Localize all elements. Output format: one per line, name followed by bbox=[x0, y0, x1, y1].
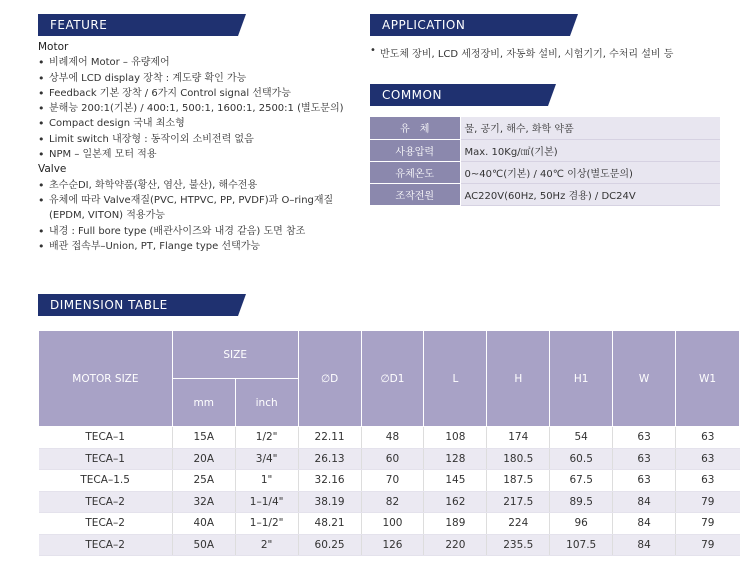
table-cell: 84 bbox=[613, 534, 676, 556]
table-cell: 84 bbox=[613, 491, 676, 513]
table-cell: 15A bbox=[172, 427, 235, 449]
feature-item: • 유체에 따라 Valve재질(PVC, HTPVC, PP, PVDF)과 O–ring재질 (EPDM, VITON) 적용가능 bbox=[38, 193, 368, 224]
feature-item: • NPM – 일본제 모터 적용 bbox=[38, 147, 368, 162]
header-w: W bbox=[613, 331, 676, 427]
table-cell: 84 bbox=[613, 513, 676, 535]
table-cell: 79 bbox=[676, 491, 740, 513]
table-cell: 235.5 bbox=[487, 534, 550, 556]
table-cell: 48 bbox=[361, 427, 424, 449]
table-cell: 96 bbox=[550, 513, 613, 535]
table-cell: 174 bbox=[487, 427, 550, 449]
spec-key: 유 체 bbox=[370, 117, 460, 139]
common-specifications-table bbox=[370, 117, 720, 206]
application-text: • 반도체 장비, LCD 세정장비, 자동화 설비, 시험기기, 수처리 설비 등 bbox=[370, 45, 673, 60]
header-l: L bbox=[424, 331, 487, 427]
feature-item: • Feedback 기본 장착 / 6가지 Control signal 선택가능 bbox=[38, 86, 368, 101]
header-motor-size: MOTOR SIZE bbox=[39, 331, 173, 427]
table-cell: 22.11 bbox=[298, 427, 361, 449]
header-w1: W1 bbox=[676, 331, 740, 427]
common-specifications-banner bbox=[370, 84, 548, 106]
table-cell: 26.13 bbox=[298, 448, 361, 470]
header-h1: H1 bbox=[550, 331, 613, 427]
table-cell: 189 bbox=[424, 513, 487, 535]
table-cell: 63 bbox=[676, 448, 740, 470]
table-cell: TECA–2 bbox=[39, 491, 173, 513]
spec-row bbox=[370, 117, 720, 139]
table-cell: 162 bbox=[424, 491, 487, 513]
feature-item: • 비례제어 Motor – 유량제어 bbox=[38, 55, 368, 70]
table-cell: 100 bbox=[361, 513, 424, 535]
table-cell: TECA–2 bbox=[39, 513, 173, 535]
table-cell: 180.5 bbox=[487, 448, 550, 470]
spec-key: 유체온도 bbox=[370, 161, 460, 183]
table-cell: 187.5 bbox=[487, 470, 550, 492]
table-cell: 1" bbox=[235, 470, 298, 492]
header-od1: ∅D1 bbox=[361, 331, 424, 427]
feature-item: • 분해능 200:1(기본) / 400:1, 500:1, 1600:1, 2500:1 (별도문의) bbox=[38, 101, 368, 116]
application-banner bbox=[370, 14, 570, 36]
table-row bbox=[39, 427, 740, 449]
header-size: SIZE bbox=[172, 331, 298, 379]
table-cell: 60 bbox=[361, 448, 424, 470]
table-cell: 82 bbox=[361, 491, 424, 513]
table-cell: 128 bbox=[424, 448, 487, 470]
feature-section bbox=[38, 40, 368, 254]
spec-value: Max. 10Kg/㎠(기본) bbox=[460, 139, 720, 161]
dimension-banner-label: DIMENSION TABLE bbox=[50, 298, 168, 312]
common-banner-label: COMMON bbox=[382, 88, 442, 102]
spec-row bbox=[370, 139, 720, 161]
table-cell: 50A bbox=[172, 534, 235, 556]
table-cell: 20A bbox=[172, 448, 235, 470]
table-cell: 70 bbox=[361, 470, 424, 492]
spec-value: AC220V(60Hz, 50Hz 겸용) / DC24V bbox=[460, 183, 720, 205]
table-cell: 89.5 bbox=[550, 491, 613, 513]
table-row bbox=[39, 491, 740, 513]
table-cell: 224 bbox=[487, 513, 550, 535]
table-cell: 48.21 bbox=[298, 513, 361, 535]
spec-key: 조작전원 bbox=[370, 183, 460, 205]
table-cell: 63 bbox=[613, 448, 676, 470]
table-cell: 1–1/2" bbox=[235, 513, 298, 535]
application-banner-label: APPLICATION bbox=[382, 18, 466, 32]
table-cell: TECA–2 bbox=[39, 534, 173, 556]
table-row bbox=[39, 470, 740, 492]
table-row bbox=[39, 534, 740, 556]
table-cell: 63 bbox=[613, 470, 676, 492]
table-cell: 126 bbox=[361, 534, 424, 556]
header-h: H bbox=[487, 331, 550, 427]
table-cell: 67.5 bbox=[550, 470, 613, 492]
table-cell: 32.16 bbox=[298, 470, 361, 492]
feature-item: • 내경 : Full bore type (배관사이즈와 내경 같음) 도면 참조 bbox=[38, 224, 368, 239]
table-row bbox=[39, 513, 740, 535]
feature-banner-label: FEATURE bbox=[50, 18, 108, 32]
table-cell: 220 bbox=[424, 534, 487, 556]
table-cell: 108 bbox=[424, 427, 487, 449]
feature-item: • 배관 접속부–Union, PT, Flange type 선택가능 bbox=[38, 239, 368, 254]
table-cell: 1–1/4" bbox=[235, 491, 298, 513]
table-cell: 40A bbox=[172, 513, 235, 535]
spec-value: 0~40℃(기본) / 40℃ 이상(별도문의) bbox=[460, 161, 720, 183]
table-cell: 107.5 bbox=[550, 534, 613, 556]
table-row bbox=[39, 448, 740, 470]
table-cell: 32A bbox=[172, 491, 235, 513]
table-cell: 2" bbox=[235, 534, 298, 556]
table-cell: TECA–1 bbox=[39, 448, 173, 470]
table-cell: 217.5 bbox=[487, 491, 550, 513]
spec-row bbox=[370, 183, 720, 205]
table-cell: 1/2" bbox=[235, 427, 298, 449]
table-cell: 79 bbox=[676, 513, 740, 535]
table-cell: 79 bbox=[676, 534, 740, 556]
header-mm: mm bbox=[172, 379, 235, 427]
header-od: ∅D bbox=[298, 331, 361, 427]
table-cell: 54 bbox=[550, 427, 613, 449]
feature-banner bbox=[38, 14, 238, 36]
table-cell: 63 bbox=[676, 427, 740, 449]
header-inch: inch bbox=[235, 379, 298, 427]
spec-key: 사용압력 bbox=[370, 139, 460, 161]
feature-item: • 상부에 LCD display 장착 : 계도량 확인 가능 bbox=[38, 71, 368, 86]
valve-title: Valve bbox=[38, 163, 67, 176]
dimension-table bbox=[38, 330, 740, 556]
table-cell: 60.25 bbox=[298, 534, 361, 556]
spec-row bbox=[370, 161, 720, 183]
table-cell: 145 bbox=[424, 470, 487, 492]
table-cell: 25A bbox=[172, 470, 235, 492]
feature-item: • Limit switch 내장형 : 동작이외 소비전력 없음 bbox=[38, 132, 368, 147]
table-cell: 63 bbox=[676, 470, 740, 492]
motor-title: Motor bbox=[38, 41, 69, 53]
table-cell: 38.19 bbox=[298, 491, 361, 513]
table-cell: 60.5 bbox=[550, 448, 613, 470]
feature-item: • Compact design 국내 최소형 bbox=[38, 116, 368, 131]
dimension-table-banner bbox=[38, 294, 238, 316]
feature-item: • 초수순DI, 화학약품(황산, 염산, 불산), 해수전용 bbox=[38, 178, 368, 193]
table-cell: 3/4" bbox=[235, 448, 298, 470]
spec-value: 물, 공기, 해수, 화학 약품 bbox=[460, 117, 720, 139]
table-cell: TECA–1 bbox=[39, 427, 173, 449]
table-cell: 63 bbox=[613, 427, 676, 449]
table-cell: TECA–1.5 bbox=[39, 470, 173, 492]
